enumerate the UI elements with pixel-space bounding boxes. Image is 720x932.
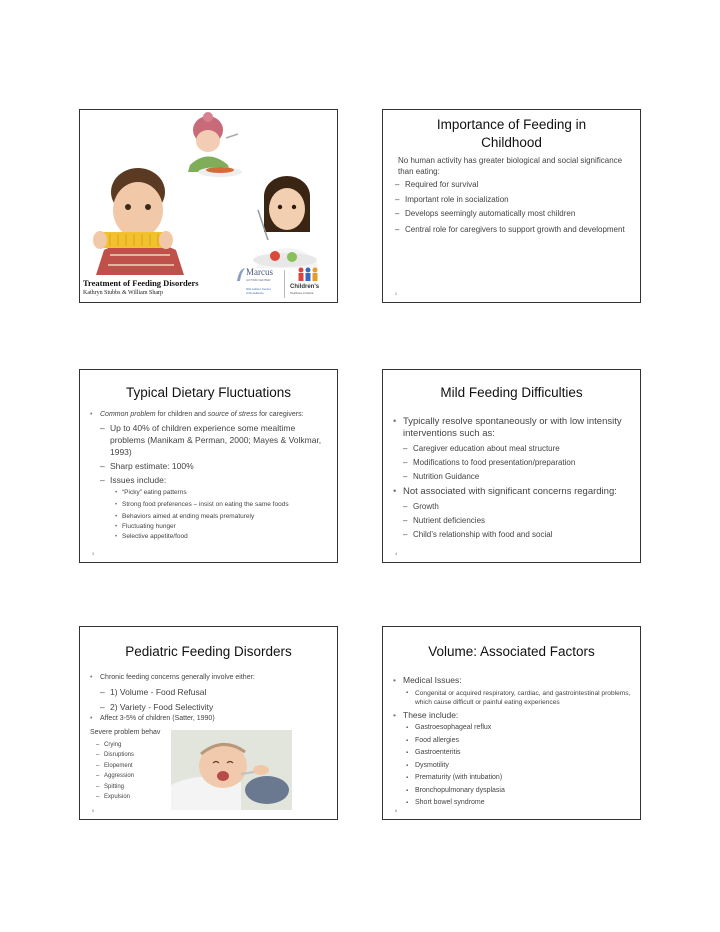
nih-center-text <box>246 287 271 295</box>
slide-4-list <box>393 416 632 541</box>
list-item: – Growth <box>393 501 632 513</box>
slide-2-title-line1: Importance of Feeding in <box>436 117 587 132</box>
list-item: ▪ Gastroesophageal reflux <box>393 723 632 733</box>
slide-number: 2 <box>395 291 398 296</box>
list-item: – Spitting <box>84 782 134 792</box>
slide-number: 3 <box>92 551 95 556</box>
childrens-healthcare-logo <box>288 267 333 301</box>
slide-2-title <box>383 116 640 152</box>
list-item: – Nutrition Guidance <box>393 471 632 483</box>
marcus-autism-center-logo <box>236 267 282 301</box>
cover-authors: Kathryn Stubbs & William Sharp <box>83 290 163 296</box>
slide-4-mild-difficulties <box>382 369 641 563</box>
slide-1-cover <box>79 109 338 303</box>
slide-2-list <box>383 178 632 235</box>
marcus-logo-text: Marcus <box>246 267 273 277</box>
slide-6-list <box>393 674 632 808</box>
list-item: – Aggression <box>84 771 134 781</box>
list-item: ▪ Bronchopulmonary dysplasia <box>393 786 632 796</box>
list-item: • Not associated with significant concerns regarding: <box>393 486 632 498</box>
list-item: – Important role in socialization <box>383 193 632 208</box>
marcus-swoosh-icon <box>236 267 246 283</box>
list-item: • Behaviors aimed at ending meals prematurely <box>90 512 329 521</box>
slide-2-importance <box>382 109 641 303</box>
logo-divider <box>284 270 285 298</box>
list-item: • Affect 3-5% of children (Satter, 1990) <box>90 714 329 724</box>
slide-number: 6 <box>395 808 398 813</box>
list-item: – Issues include: <box>90 474 329 486</box>
slide-3-typical-fluctuations <box>79 369 338 563</box>
list-item: – Crying <box>84 740 134 750</box>
slide-2-intro: No human activity has greater biological and social significance than eating: <box>398 156 623 176</box>
list-item: – Nutrient deficiencies <box>393 515 632 527</box>
crying-baby-photo <box>171 730 292 810</box>
childrens-figures-icon <box>296 267 320 283</box>
list-item: – Develops seemingly automatically most children <box>383 207 632 222</box>
list-item: ▪ Prematurity (with intubation) <box>393 773 632 783</box>
list-item: ▪ Congenital or acquired respiratory, cardiac, and gastrointestinal problems, which cause difficult or painful eating experiences <box>393 689 632 707</box>
slide-5-list <box>90 673 329 724</box>
list-item: • Strong food preferences – insist on eating the same foods <box>90 500 329 509</box>
slide-number: 5 <box>92 808 95 813</box>
list-item: • Chronic feeding concerns generally involve either: <box>90 673 329 683</box>
list-item: – Caregiver education about meal structure <box>393 443 632 455</box>
text-segment: for children and <box>155 411 208 418</box>
list-item: – Sharp estimate: 100% <box>90 460 329 472</box>
slide-number: 4 <box>395 551 398 556</box>
nih-center-line2: of Excellence <box>246 291 264 295</box>
slide-3-list <box>90 410 329 541</box>
emphasis-common-problem: Common problem <box>100 411 156 418</box>
nih-center-line1: NIH Autism Center <box>246 287 271 291</box>
childrens-logo-text: Children's <box>290 284 320 290</box>
list-item: – Up to 40% of children experience some mealtime problems (Manikam & Perman, 2000; Mayes & Volkmar, 1993) <box>90 422 329 458</box>
list-item: – Elopement <box>84 761 134 771</box>
list-item: • Selective appetite/food <box>90 532 329 541</box>
cover-title: Treatment of Feeding Disorders <box>83 278 199 288</box>
list-item: • Fluctuating hunger <box>90 522 329 531</box>
slide-4-title: Mild Feeding Difficulties <box>440 385 583 400</box>
childrens-logo-sub: Healthcare of Atlanta <box>290 292 314 295</box>
list-item: – Expulsion <box>84 792 134 802</box>
list-item <box>90 410 329 420</box>
slide-6-title: Volume: Associated Factors <box>428 644 595 659</box>
list-item: ▪ Gastroenteritis <box>393 748 632 758</box>
list-item: • These include: <box>393 709 632 721</box>
text-segment: for caregivers: <box>257 411 304 418</box>
emphasis-source-of-stress: source of stress <box>207 411 258 418</box>
slide-5-title: Pediatric Feeding Disorders <box>125 644 292 659</box>
list-item: – Disruptions <box>84 750 134 760</box>
slide-3-title: Typical Dietary Fluctuations <box>125 385 292 400</box>
behaviors-list <box>84 740 134 802</box>
list-item: ▪ Food allergies <box>393 736 632 746</box>
children-eating-photos <box>80 110 337 275</box>
list-item: ▪ Dysmotility <box>393 761 632 771</box>
list-item: – 2) Variety - Food Selectivity <box>90 701 329 713</box>
marcus-logo-sub: AUTISM CENTER <box>246 278 271 282</box>
list-item: • Medical Issues: <box>393 674 632 686</box>
slide-2-title-line2: Childhood <box>481 135 542 150</box>
list-item: – Modifications to food presentation/preparation <box>393 457 632 469</box>
list-item: – Child’s relationship with food and social <box>393 529 632 541</box>
list-item: – 1) Volume - Food Refusal <box>90 686 329 698</box>
list-item: – Central role for caregivers to support growth and development <box>383 224 632 236</box>
list-item: • “Picky” eating patterns <box>90 488 329 497</box>
list-item: ▪ Short bowel syndrome <box>393 798 632 808</box>
list-item: • Typically resolve spontaneously or with low intensity interventions such as: <box>393 416 632 440</box>
slide-6-volume-factors <box>382 626 641 820</box>
slide-5-pediatric-disorders <box>79 626 338 820</box>
severe-behaviors-label: Severe problem behav <box>90 729 161 736</box>
list-item: – Required for survival <box>383 178 632 193</box>
